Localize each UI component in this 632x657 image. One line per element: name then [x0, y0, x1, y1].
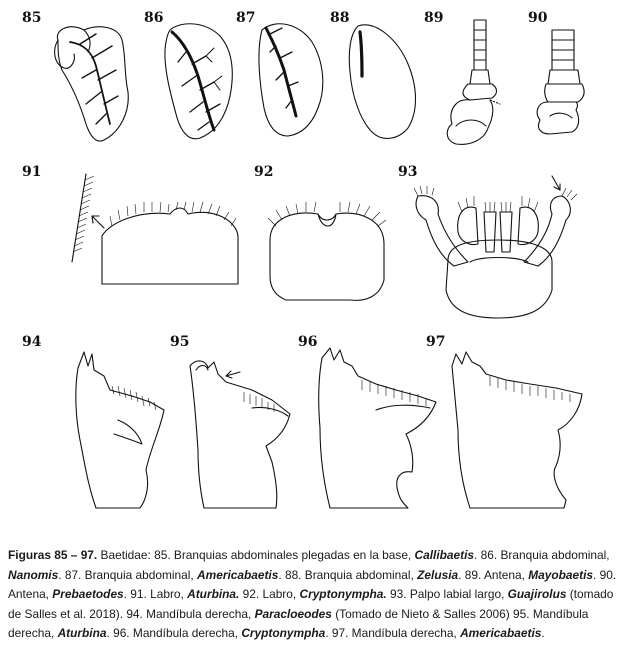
figure-number-97: 97 [426, 334, 446, 350]
caption-text: . 96. Mandíbula derecha, [106, 626, 242, 640]
caption-text: . [541, 626, 545, 640]
caption-lead: Figuras 85 – 97. [8, 548, 98, 562]
caption-genus: Aturbina [57, 626, 107, 640]
figure-number-93: 93 [398, 164, 418, 180]
caption-genus: Callibaetis [414, 548, 475, 562]
figure-number-88: 88 [330, 10, 350, 26]
caption-text: (tomado de Salles et al. 2018). 94. Mandíbula derecha, [8, 587, 614, 621]
caption-text: . 87. Branquia abdominal, [58, 567, 198, 582]
caption-genus: Nanomis [8, 567, 59, 582]
figure-number-94: 94 [22, 334, 42, 350]
caption-text: Baetidae: 85. Branquias abdominales plegadas en la base, [97, 548, 415, 562]
figure-number-90: 90 [528, 10, 548, 26]
figure-number-96: 96 [298, 334, 318, 350]
caption-text: . 97. Mandíbula derecha, [325, 626, 461, 640]
caption-genus: Aturbina. [187, 587, 240, 601]
figure-94-mandible [22, 334, 164, 508]
figure-88-gill [330, 10, 416, 138]
figure-95-mandible [170, 334, 290, 508]
figure-93-labium [398, 164, 577, 318]
figure-number-85: 85 [22, 10, 42, 26]
figure-91-labrum [22, 164, 238, 284]
caption-genus: Cryptonympha [241, 626, 326, 640]
figure-number-86: 86 [144, 10, 164, 26]
caption-genus: Paracloeodes [254, 606, 332, 621]
caption-genus: Zelusia [417, 567, 459, 582]
caption-genus: Americabaetis [460, 626, 542, 640]
figure-number-91: 91 [22, 164, 42, 180]
caption-genus: Guajirolus [507, 587, 567, 601]
caption-text: . 89. Antena, [458, 567, 529, 582]
figure-89-antenna [424, 10, 500, 144]
figure-85-gill [22, 10, 128, 141]
figure-caption [8, 546, 624, 650]
figure-number-95: 95 [170, 334, 190, 350]
caption-text: 92. Labro, [239, 587, 300, 601]
caption-text: . 88. Branquia abdominal, [278, 567, 418, 582]
figure-92-labrum [254, 164, 386, 300]
caption-genus: Mayobaetis [528, 567, 593, 582]
figure-87-gill [236, 10, 323, 136]
caption-text: . 90. Antena, [8, 567, 617, 601]
figure-90-antenna [528, 10, 584, 134]
caption-text: . 91. Labro, [123, 587, 188, 601]
caption-genus: Prebaetodes [52, 587, 124, 601]
caption-text: 93. Palpo labial largo, [386, 587, 508, 601]
figure-97-mandible [426, 334, 582, 508]
figure-96-mandible [298, 334, 436, 508]
figure-86-gill [144, 10, 232, 139]
figure-number-89: 89 [424, 10, 444, 26]
figure-number-87: 87 [236, 10, 256, 26]
caption-genus: Americabaetis [197, 567, 279, 582]
caption-text: . 86. Branquia abdominal, [474, 548, 610, 562]
figure-number-92: 92 [254, 164, 274, 180]
caption-genus: Cryptonympha. [299, 587, 387, 601]
caption-text: (Tomado de Nieto & Salles 2006) 95. Mandíbula derecha, [8, 606, 589, 640]
